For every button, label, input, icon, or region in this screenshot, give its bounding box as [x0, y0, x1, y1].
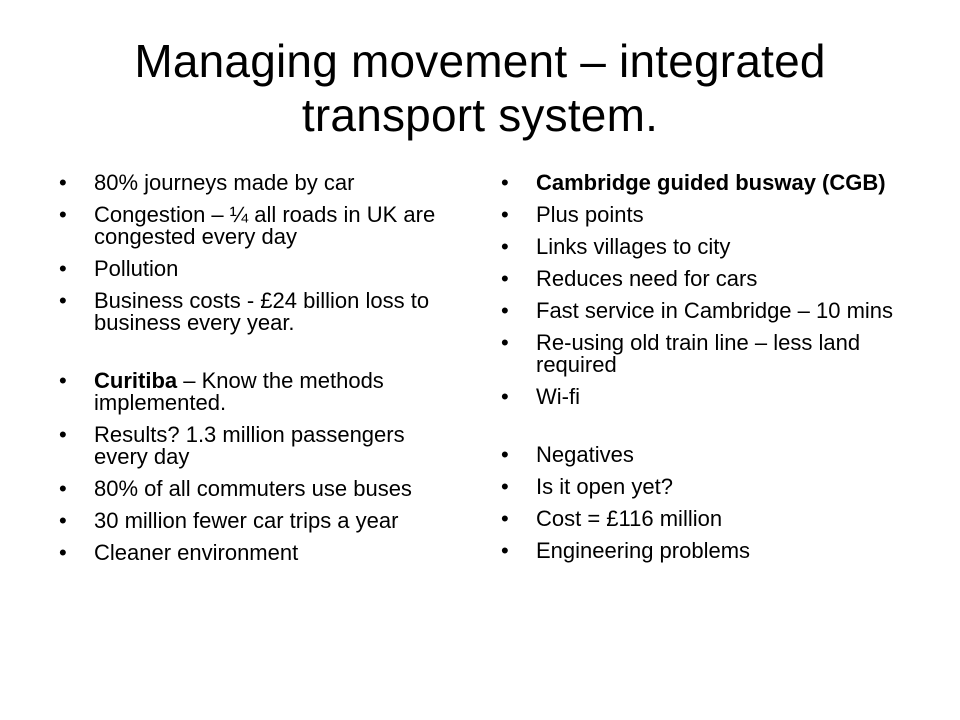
bullet-dot-icon: • — [59, 170, 67, 195]
right-column — [498, 172, 898, 572]
bullet-dot-icon: • — [59, 540, 67, 565]
bullet-text: Business costs - £24 billion loss to business every year. — [94, 288, 430, 335]
bullet-item — [498, 204, 898, 226]
bullet-dot-icon: • — [59, 202, 67, 227]
bullet-item — [498, 300, 898, 322]
bullet-item — [56, 510, 456, 532]
bullet-text: Re-using old train line – less land required — [536, 330, 861, 377]
bullet-dot-icon: • — [501, 298, 509, 323]
bullet-item — [498, 444, 898, 466]
bullet-dot-icon: • — [59, 256, 67, 281]
bullet-dot-icon: • — [501, 442, 509, 467]
bullet-item — [498, 332, 898, 376]
bullet-item — [56, 370, 456, 414]
bullet-text: 80% journeys made by car — [94, 170, 355, 195]
bullet-text: Negatives — [536, 442, 634, 467]
bullet-dot-icon: • — [501, 384, 509, 409]
left-bullet-list — [56, 172, 456, 564]
bullet-dot-icon: • — [59, 476, 67, 501]
bullet-text: 80% of all commuters use buses — [94, 476, 412, 501]
bullet-item — [56, 542, 456, 564]
bullet-text: – Know the methods implemented. — [94, 368, 384, 415]
bullet-bold-text: Curitiba — [94, 368, 178, 393]
bullet-item — [498, 540, 898, 562]
bullet-text: Reduces need for cars — [536, 266, 758, 291]
bullet-dot-icon: • — [59, 422, 67, 447]
bullet-text: Cost = £116 million — [536, 506, 723, 531]
bullet-dot-icon: • — [501, 266, 509, 291]
bullet-dot-icon: • — [501, 170, 509, 195]
bullet-item — [498, 386, 898, 408]
bullet-dot-icon: • — [59, 508, 67, 533]
bullet-dot-icon: • — [501, 538, 509, 563]
bullet-item — [56, 172, 456, 194]
bullet-dot-icon: • — [501, 234, 509, 259]
bullet-dot-icon: • — [501, 202, 509, 227]
bullet-item — [56, 204, 456, 248]
bullet-text: Is it open yet? — [536, 474, 673, 499]
bullet-text: Plus points — [536, 202, 644, 227]
bullet-dot-icon: • — [501, 506, 509, 531]
bullet-text: 30 million fewer car trips a year — [94, 508, 399, 533]
bullet-dot-icon: • — [501, 474, 509, 499]
bullet-text: Links villages to city — [536, 234, 731, 259]
bullet-item — [498, 508, 898, 530]
bullet-dot-icon: • — [59, 288, 67, 313]
bullet-text: Fast service in Cambridge – 10 mins — [536, 298, 894, 323]
bullet-bold-text: Cambridge guided busway (CGB) — [536, 170, 886, 195]
bullet-item — [56, 424, 456, 468]
bullet-text: Pollution — [94, 256, 179, 281]
right-bullet-list — [498, 172, 898, 562]
slide-title: Managing movement – integrated transport system. — [134, 35, 826, 141]
left-column — [56, 172, 456, 574]
bullet-text: Cleaner environment — [94, 540, 299, 565]
bullet-text: Congestion – ¼ all roads in UK are congested every day — [94, 202, 436, 249]
bullet-dot-icon: • — [501, 330, 509, 355]
bullet-item — [56, 290, 456, 334]
bullet-dot-icon: • — [59, 368, 67, 393]
bullet-item — [498, 172, 898, 194]
bullet-item — [498, 476, 898, 498]
bullet-text: Results? 1.3 million passengers every day — [94, 422, 405, 469]
bullet-item — [56, 478, 456, 500]
bullet-text: Wi-fi — [536, 384, 580, 409]
bullet-text: Engineering problems — [536, 538, 751, 563]
bullet-item — [498, 236, 898, 258]
bullet-item — [498, 268, 898, 290]
bullet-item — [56, 258, 456, 280]
